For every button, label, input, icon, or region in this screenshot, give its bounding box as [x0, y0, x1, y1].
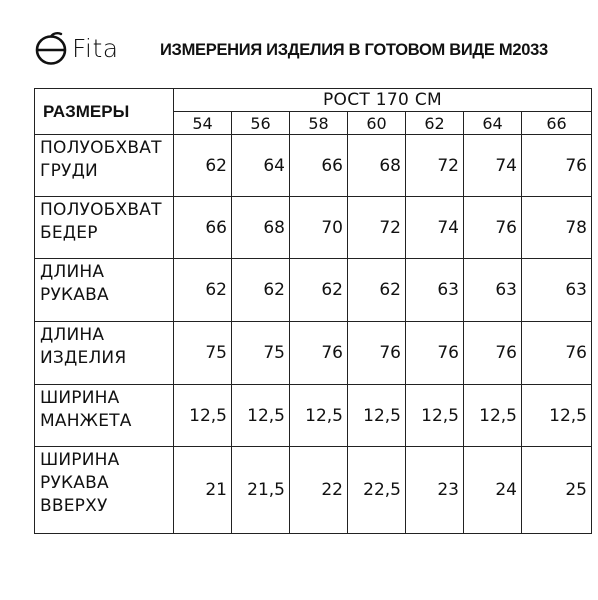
measurement-value: 76 — [522, 135, 592, 197]
measurement-value: 63 — [464, 259, 522, 322]
measurement-label-line: ГРУДИ — [40, 161, 98, 181]
measurement-label — [35, 197, 174, 259]
measurement-value: 76 — [464, 322, 522, 385]
measurement-value: 12,5 — [290, 385, 348, 447]
measurement-label-line: ДЛИНА — [40, 325, 105, 345]
measurement-value: 66 — [174, 197, 232, 259]
measurement-value: 62 — [174, 135, 232, 197]
measurement-value: 12,5 — [522, 385, 592, 447]
size-header-cell: 58 — [290, 112, 348, 135]
measurement-value: 72 — [348, 197, 406, 259]
measurement-value: 76 — [464, 197, 522, 259]
measurement-label-line: ШИРИНА — [40, 388, 120, 408]
measurement-value: 66 — [290, 135, 348, 197]
measurement-label — [35, 135, 174, 197]
measurement-value: 12,5 — [348, 385, 406, 447]
measurement-label — [35, 447, 174, 534]
measurement-value: 64 — [232, 135, 290, 197]
measurement-value: 76 — [406, 322, 464, 385]
measurement-row — [35, 135, 592, 197]
size-header-cell: 66 — [522, 112, 592, 135]
measurement-value: 21,5 — [232, 447, 290, 534]
measurement-label-line: МАНЖЕТА — [40, 411, 132, 431]
measurement-value: 78 — [522, 197, 592, 259]
measurement-value: 62 — [174, 259, 232, 322]
size-header-cell: 62 — [406, 112, 464, 135]
measurement-value: 63 — [522, 259, 592, 322]
measurement-value: 63 — [406, 259, 464, 322]
measurement-label-line: ШИРИНА — [40, 450, 120, 470]
measurement-value: 21 — [174, 447, 232, 534]
measurement-value: 24 — [464, 447, 522, 534]
measurement-label-line: ВВЕРХУ — [40, 496, 108, 516]
measurement-value: 75 — [174, 322, 232, 385]
measurement-row — [35, 447, 592, 534]
measurement-value: 68 — [348, 135, 406, 197]
measurement-label-line: БЕДЕР — [40, 223, 98, 243]
measurement-value: 12,5 — [174, 385, 232, 447]
measurement-row — [35, 259, 592, 322]
measurement-label — [35, 385, 174, 447]
size-header-cell: 56 — [232, 112, 290, 135]
measurement-row — [35, 197, 592, 259]
measurement-value: 22,5 — [348, 447, 406, 534]
measurement-value: 25 — [522, 447, 592, 534]
measurement-value: 12,5 — [232, 385, 290, 447]
measurement-label-line: ИЗДЕЛИЯ — [40, 348, 127, 368]
measurement-value: 68 — [232, 197, 290, 259]
size-header-cell: 54 — [174, 112, 232, 135]
measurement-row — [35, 322, 592, 385]
measurement-value: 62 — [232, 259, 290, 322]
fita-logo-icon — [34, 30, 68, 66]
measurement-value: 76 — [522, 322, 592, 385]
size-header-cell: 64 — [464, 112, 522, 135]
measurement-value: 70 — [290, 197, 348, 259]
measurement-label-line: РУКАВА — [40, 285, 109, 305]
measurement-label-line: ПОЛУОБХВАТ — [40, 200, 162, 220]
measurement-label-line: ПОЛУОБХВАТ — [40, 138, 162, 158]
brand-name: Fita — [72, 33, 119, 63]
size-header-cell: 60 — [348, 112, 406, 135]
measurement-value: 12,5 — [406, 385, 464, 447]
measurement-value: 72 — [406, 135, 464, 197]
measurement-label — [35, 259, 174, 322]
measurement-value: 74 — [406, 197, 464, 259]
measurement-label-line: РУКАВА — [40, 473, 109, 493]
sizes-header: РАЗМЕРЫ — [35, 89, 174, 135]
measurement-value: 62 — [290, 259, 348, 322]
measurement-row — [35, 385, 592, 447]
size-chart-table — [34, 88, 592, 534]
measurement-value: 75 — [232, 322, 290, 385]
height-header: РОСТ 170 СМ — [174, 89, 592, 112]
measurement-value: 76 — [348, 322, 406, 385]
measurement-value: 22 — [290, 447, 348, 534]
measurement-value: 62 — [348, 259, 406, 322]
measurement-value: 23 — [406, 447, 464, 534]
measurement-label — [35, 322, 174, 385]
measurement-value: 76 — [290, 322, 348, 385]
page-title: ИЗМЕРЕНИЯ ИЗДЕЛИЯ В ГОТОВОМ ВИДЕ М2033 — [160, 41, 548, 59]
measurement-value: 74 — [464, 135, 522, 197]
measurement-label-line: ДЛИНА — [40, 262, 105, 282]
brand-logo — [34, 30, 119, 66]
measurement-value: 12,5 — [464, 385, 522, 447]
